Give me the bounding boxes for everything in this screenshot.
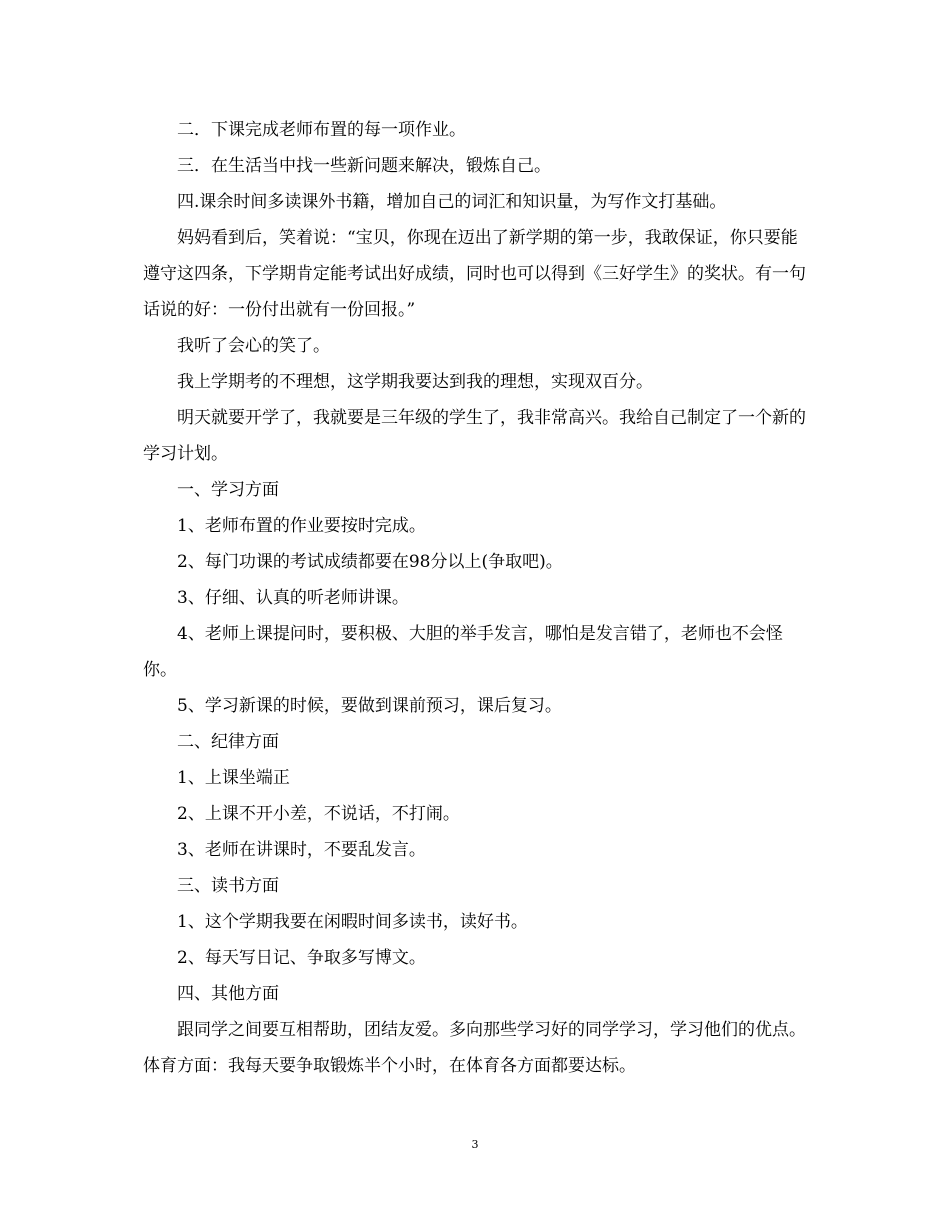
list-item: 1、老师布置的作业要按时完成。 [177,516,426,536]
list-item: 3、老师在讲课时，不要乱发言。 [177,840,426,860]
paragraph: 跟同学之间要互相帮助，团结友爱。多向那些学习好的同学学习，学习他们的优点。体育方面：我每天要争取锻炼半个小时，在体育各方面都要达标。 [143,1020,806,1076]
section-heading: 三、读书方面 [177,876,279,896]
section-heading: 四、其他方面 [177,984,279,1004]
paragraph: 三．在生活当中找一些新问题来解决，锻炼自己。 [177,156,551,176]
paragraph: 我听了会心的笑了。 [177,336,330,356]
list-item: 5、学习新课的时候，要做到课前预习，课后复习。 [177,696,562,716]
paragraph: 二．下课完成老师布置的每一项作业。 [177,120,466,140]
document-body [143,112,808,1084]
section-heading: 一、学习方面 [177,480,279,500]
paragraph: 四.课余时间多读课外书籍，增加自己的词汇和知识量，为写作文打基础。 [177,192,727,212]
list-item: 1、这个学期我要在闲暇时间多读书，读好书。 [177,912,528,932]
list-item: 1、上课坐端正 [177,768,290,788]
list-item: 2、每天写日记、争取多写博文。 [177,948,426,968]
list-item: 3、仔细、认真的听老师讲课。 [177,588,409,608]
list-item: 4、老师上课提问时，要积极、大胆的举手发言，哪怕是发言错了，老师也不会怪你。 [143,624,783,680]
section-heading: 二、纪律方面 [177,732,279,752]
paragraph: 我上学期考的不理想，这学期我要达到我的理想，实现双百分。 [177,372,653,392]
list-item: 2、上课不开小差，不说话，不打闹。 [177,804,460,824]
list-item: 2、每门功课的考试成绩都要在98分以上(争取吧)。 [177,552,563,572]
paragraph: 明天就要开学了，我就要是三年级的学生了，我非常高兴。我给自己制定了一个新的学习计划。 [143,408,806,464]
paragraph: 妈妈看到后，笑着说：“宝贝，你现在迈出了新学期的第一步，我敢保证，你只要能遵守这四条，下学期肯定能考试出好成绩，同时也可以得到《三好学生》的奖状。有一句话说的好：一份付出就有一份回报。” [143,228,806,320]
page-number: 3 [471,1138,479,1151]
